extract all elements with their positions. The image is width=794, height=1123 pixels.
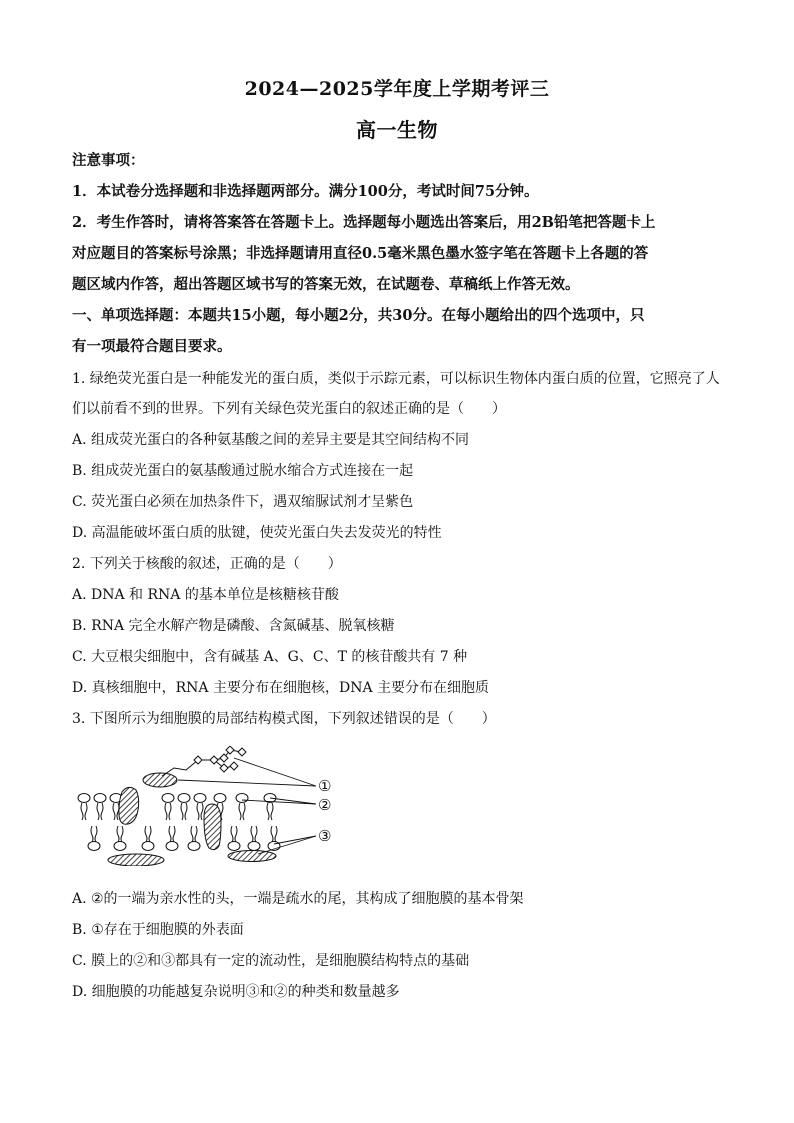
- q3-option-a: A. ②的一端为亲水性的头，一端是疏水的尾，其构成了细胞膜的基本骨架: [72, 891, 524, 907]
- q2-option-b: B. RNA 完全水解产物是磷酸、含氮碱基、脱氧核糖: [72, 618, 395, 634]
- inner-protein-right: [228, 851, 276, 862]
- q2-option-d: D. 真核细胞中，RNA 主要分布在细胞核，DNA 主要分布在细胞质: [72, 680, 490, 696]
- q1-option-d: D. 高温能破坏蛋白质的肽键，使荧光蛋白失去发荧光的特性: [72, 525, 442, 541]
- section-1-instructions-line-1: 一、单项选择题：本题共15小题，每小题2分，共30分。在每小题给出的四个选项中，只: [72, 307, 645, 324]
- q1-stem-line-2: 们以前看不到的世界。下列有关绿色荧光蛋白的叙述正确的是（ ）: [72, 401, 506, 417]
- figure-label-1: ①: [318, 777, 332, 795]
- q2-option-c: C. 大豆根尖细胞中，含有碱基 A、G、C、T 的核苷酸共有 7 种: [72, 649, 468, 665]
- surface-protein: [143, 773, 177, 787]
- transmembrane-protein: [204, 804, 221, 850]
- inner-protein-left: [108, 854, 164, 866]
- embedded-protein-left: [119, 787, 139, 824]
- q1-option-a: A. 组成荧光蛋白的各种氨基酸之间的差异主要是其空间结构不同: [72, 432, 470, 448]
- q3-stem: 3. 下图所示为细胞膜的局部结构模式图，下列叙述错误的是（ ）: [72, 711, 496, 727]
- q3-option-d: D. 细胞膜的功能越复杂说明③和②的种类和数量越多: [72, 984, 400, 1000]
- notice-item-2-line-1: 2．考生作答时，请将答案答在答题卡上。选择题每小题选出答案后，用2B铅笔把答题卡上: [72, 214, 656, 231]
- label-leader-lines: [178, 758, 316, 854]
- phospholipid-bilayer: [78, 794, 280, 851]
- exam-title: 2024—2025学年度上学期考评三: [244, 78, 550, 100]
- cell-membrane-diagram: [74, 746, 354, 866]
- q3-option-c: C. 膜上的②和③都具有一定的流动性，是细胞膜结构特点的基础: [72, 953, 470, 969]
- notice-heading: 注意事项：: [72, 152, 145, 169]
- outer-lipid-heads: [78, 794, 276, 803]
- inner-lipid-heads: [88, 842, 280, 851]
- figure-label-2: ②: [318, 796, 332, 814]
- q2-stem: 2. 下列关于核酸的叙述，正确的是（ ）: [72, 556, 342, 572]
- notice-item-2-line-3: 题区域内作答，超出答题区域书写的答案无效，在试题卷、草稿纸上作答无效。: [72, 276, 580, 293]
- q1-stem-line-1: 1. 绿绝荧光蛋白是一种能发光的蛋白质，类似于示踪元素，可以标识生物体内蛋白质的位置，它照亮了人: [72, 371, 720, 387]
- notice-item-2-line-2: 对应题目的答案标号涂黑；非选择题请用直径0.5毫米黑色墨水签字笔在答题卡上各题的答: [72, 245, 649, 262]
- membrane-proteins: [108, 773, 276, 866]
- outer-lipid-tails: [81, 803, 273, 820]
- inner-lipid-tails: [91, 826, 277, 842]
- exam-subject: 高一生物: [356, 118, 438, 142]
- glycocalyx-sugar-chain: [162, 746, 246, 776]
- figure-label-3: ③: [318, 827, 332, 845]
- q3-option-b: B. ①存在于细胞膜的外表面: [72, 922, 244, 938]
- q1-option-c: C. 荧光蛋白必须在加热条件下，遇双缩脲试剂才呈紫色: [72, 494, 414, 510]
- section-1-instructions-line-2: 有一项最符合题目要求。: [72, 338, 232, 355]
- notice-item-1: 1．本试卷分选择题和非选择题两部分。满分100分，考试时间75分钟。: [72, 183, 539, 200]
- q2-option-a: A. DNA 和 RNA 的基本单位是核糖核苷酸: [72, 587, 339, 603]
- q1-option-b: B. 组成荧光蛋白的氨基酸通过脱水缩合方式连接在一起: [72, 463, 414, 479]
